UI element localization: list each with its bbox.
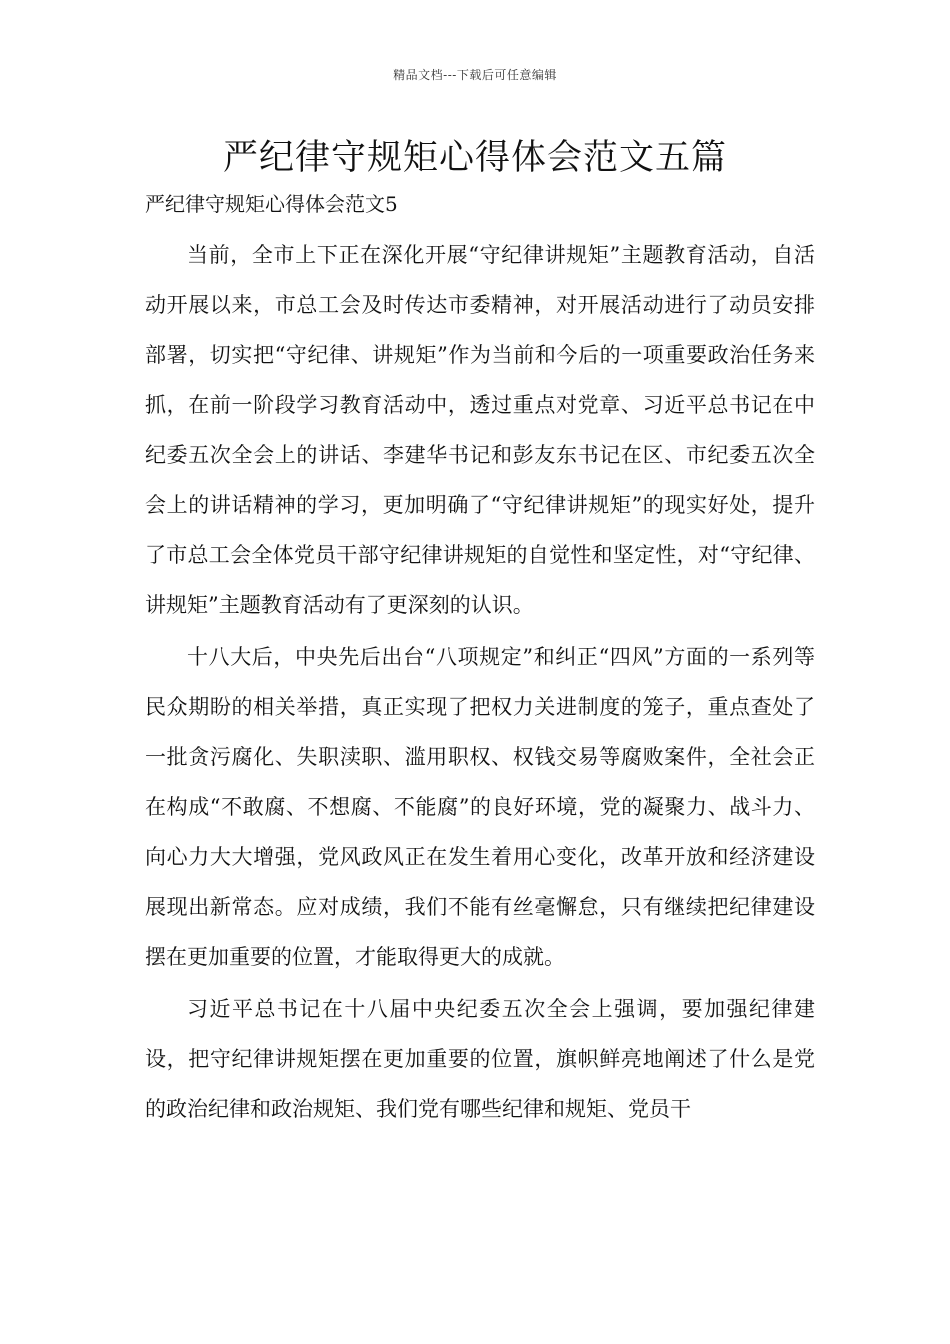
document-title: 严纪律守规矩心得体会范文五篇	[222, 138, 727, 178]
header-note: 精品文档---下载后可任意编辑	[393, 68, 557, 82]
document-body	[145, 230, 815, 1134]
document-subtitle: 严纪律守规矩心得体会范文5	[145, 192, 398, 216]
paragraph-3: 习近平总书记在十八届中央纪委五次全会上强调，要加强纪律建设，把守纪律讲规矩摆在更加重要的位置，旗帜鲜亮地阐述了什么是党的政治纪律和政治规矩、我们党有哪些纪律和规矩、党员干	[145, 997, 815, 1121]
paragraph-2: 十八大后，中央先后出台“八项规定”和纠正“四风”方面的一系列等民众期盼的相关举措，真正实现了把权力关进制度的笼子，重点查处了一批贪污腐化、失职渎职、滥用职权、权钱交易等腐败案件，全社会正在构成“不敢腐、不想腐、不能腐”的良好环境，党的凝聚力、战斗力、向心力大大增强，党风政风正在发生着用心变化，改革开放和经济建设展现出新常态。应对成绩，我们不能有丝毫懈怠，只有继续把纪律建设摆在更加重要的位置，才能取得更大的成就。	[145, 645, 815, 969]
paragraph-1: 当前，全市上下正在深化开展“守纪律讲规矩”主题教育活动，自活动开展以来，市总工会及时传达市委精神，对开展活动进行了动员安排部署，切实把“守纪律、讲规矩”作为当前和今后的一项重要政治任务来抓，在前一阶段学习教育活动中，透过重点对党章、习近平总书记在中纪委五次全会上的讲话、李建华书记和彭友东书记在区、市纪委五次全会上的讲话精神的学习，更加明确了“守纪律讲规矩”的现实好处，提升了市总工会全体党员干部守纪律讲规矩的自觉性和坚定性，对“守纪律、讲规矩”主题教育活动有了更深刻的认识。	[145, 243, 815, 617]
